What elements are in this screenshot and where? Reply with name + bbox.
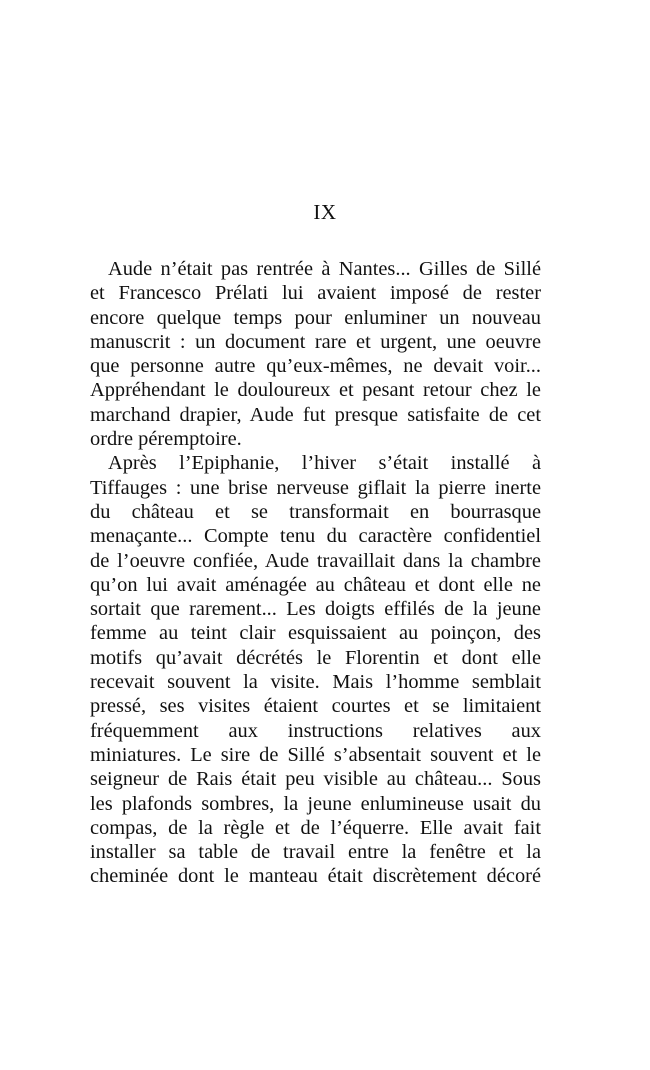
text-line: que personne autre qu’eux-mêmes, ne devait voir... bbox=[90, 355, 541, 378]
paragraph-2 bbox=[90, 451, 541, 888]
text-line: cheminée dont le manteau était discrètement décoré bbox=[90, 865, 541, 888]
text-line: sortait que rarement... Les doigts effilés de la jeune bbox=[90, 598, 541, 621]
text-line: Aude n’était pas rentrée à Nantes... Gilles de Sillé bbox=[108, 258, 541, 280]
text-line: manuscrit : un document rare et urgent, une oeuvre bbox=[90, 330, 541, 353]
text-line: fréquemment aux instructions relatives aux bbox=[90, 719, 541, 742]
text-line: ordre péremptoire. bbox=[90, 428, 242, 451]
text-line: marchand drapier, Aude fut presque satisfaite de cet bbox=[90, 403, 541, 426]
chapter-title: IX bbox=[313, 200, 337, 224]
text-line: Tiffauges : une brise nerveuse giflait la pierre inerte bbox=[90, 476, 541, 499]
text-line: femme au teint clair esquissaient au poinçon, des bbox=[90, 622, 541, 645]
text-line: menaçante... Compte tenu du caractère confidentiel bbox=[90, 525, 541, 548]
text-line: Appréhendant le douloureux et pesant retour chez le bbox=[90, 379, 541, 402]
text-line: motifs qu’avait décrétés le Florentin et dont elle bbox=[90, 646, 541, 669]
text-line: miniatures. Le sire de Sillé s’absentait souvent et le bbox=[90, 743, 541, 766]
body-text bbox=[90, 257, 541, 889]
text-line: encore quelque temps pour enluminer un nouveau bbox=[90, 306, 541, 329]
text-line: les plafonds sombres, la jeune enlumineuse usait du bbox=[90, 792, 541, 815]
text-line: installer sa table de travail entre la fenêtre et la bbox=[90, 841, 541, 864]
text-line: du château et se transformait en bourrasque bbox=[90, 500, 541, 523]
text-line: qu’on lui avait aménagée au château et dont elle ne bbox=[90, 573, 541, 596]
paragraph-1 bbox=[90, 257, 541, 451]
text-line: pressé, ses visites étaient courtes et se limitaient bbox=[90, 695, 541, 718]
text-line: seigneur de Rais était peu visible au château... Sous bbox=[90, 768, 541, 791]
text-line: et Francesco Prélati lui avaient imposé de rester bbox=[90, 282, 541, 305]
text-line: Après l’Epiphanie, l’hiver s’était installé à bbox=[108, 452, 541, 475]
text-line: compas, de la règle et de l’équerre. Elle avait fait bbox=[90, 816, 541, 839]
text-line: de l’oeuvre confiée, Aude travaillait dans la chambre bbox=[90, 549, 541, 572]
text-line: recevait souvent la visite. Mais l’homme semblait bbox=[90, 671, 541, 694]
